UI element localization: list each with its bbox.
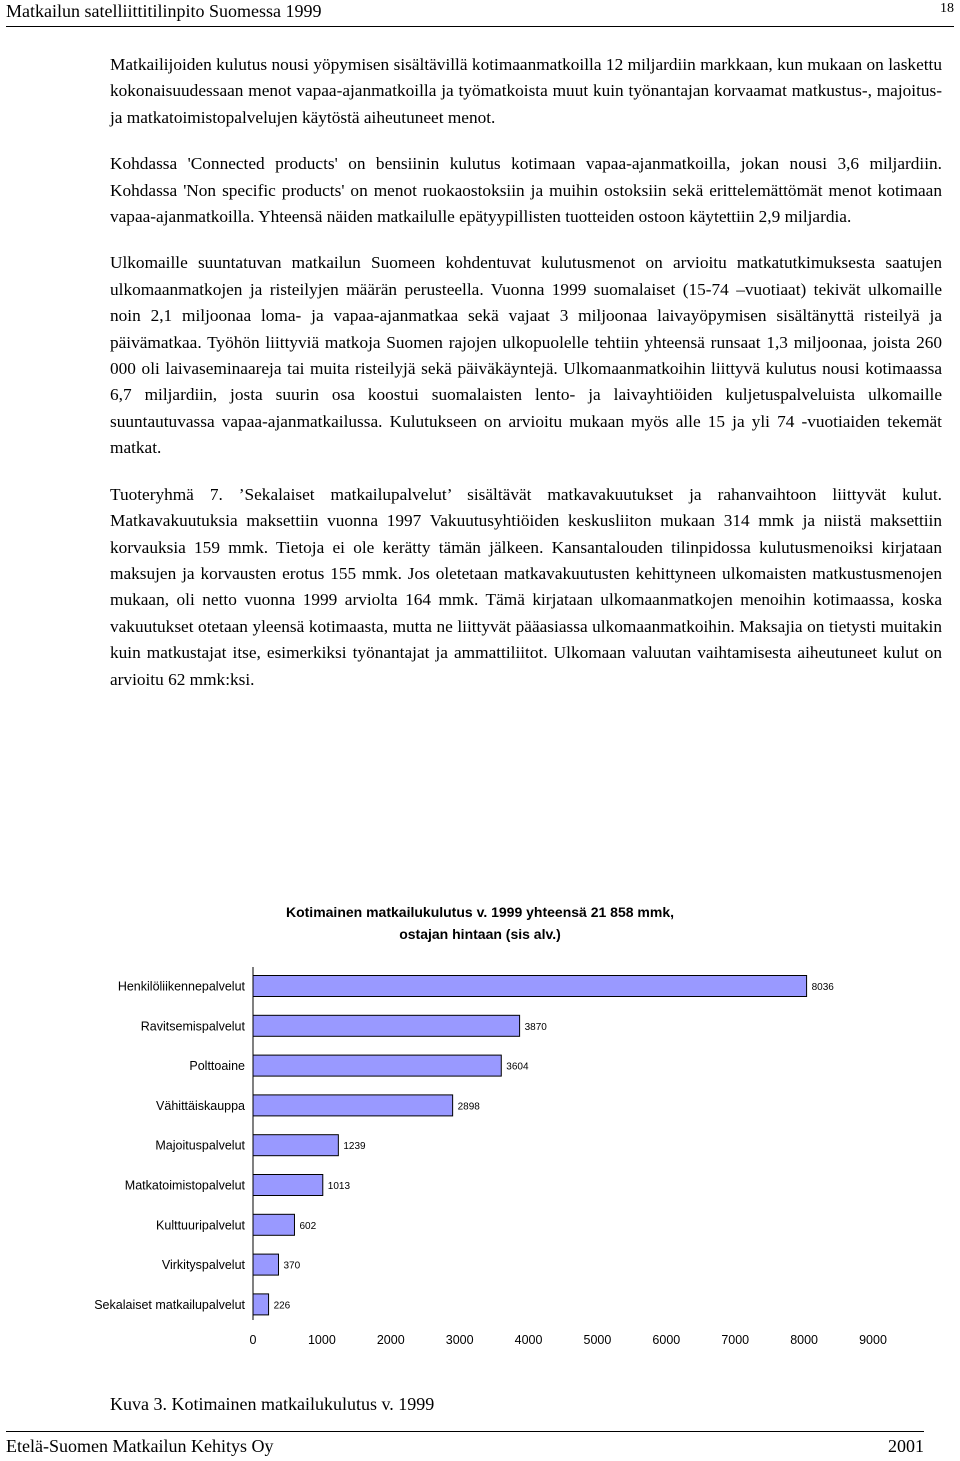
bar [253, 1214, 294, 1235]
paragraph: Matkailijoiden kulutus nousi yöpymisen sisältävillä kotimaanmatkoilla 12 miljardiin markkaan, kun mukaan on laskettu kokonaisuudessaan menot vapaa-ajanmatkoilla ja työmatkoista muut kuin työnantajan korvaamat matkustus-, majoitus- ja matkatoimistopalvelujen käytöstä aiheutuneet menot. [110, 55, 942, 127]
x-tick-label: 4000 [514, 1333, 543, 1347]
bar [253, 1135, 338, 1156]
category-label: Henkilöliikennepalvelut [117, 979, 245, 994]
page-number: 18 [940, 1, 954, 16]
paragraph: Ulkomaille suuntatuvan matkailun Suomeen kohdentuvat kulutusmenot on arvioitu matkatutkimuksesta saatujen ulkomaanmatkojen ja risteilyjen määrän perusteella. Vuonna 1999 suomalaiset (15-74 –vuotiaat) tekivät ulkomaille noin 2,1 miljoonaa loma- ja vapaa-ajanmatkaa sekä vajaat 3 miljoonaa laivayöpymisen sisältänyttä risteilyä ja päivämatkaa. Työhön liittyviä matkoja Suomen rajojen ulkopuolelle tehtiin yhteensä runsaat 1,3 miljoonaa, joista 260 000 oli laivaseminaareja tai muita risteilyjä sekä päiväkäyntejä. Ulkomaanmatkoihin liittyvä kulutus nousi kotimaassa 6,7 miljardiin, josta suurin osa koostui suomalaisten lento- ja laivayhtiöiden kuljetuspalveluista ulkomaille suuntautuvassa vapaa-ajanmatkailussa. Kulutukseen on arvioitu mukaan myös alle 15 ja yli 74 -vuotiaiden tekemät matkat. [110, 253, 942, 458]
x-tick-label: 3000 [445, 1333, 474, 1347]
bar [253, 1294, 269, 1315]
data-label: 602 [299, 1220, 317, 1232]
category-label: Polttoaine [189, 1059, 245, 1074]
bar-chart [0, 895, 960, 1365]
bar [253, 1175, 323, 1196]
category-label: Virkityspalvelut [161, 1258, 245, 1273]
bar [253, 976, 807, 997]
paragraph: Tuoteryhmä 7. ’Sekalaiset matkailupalvelut’ sisältävät matkavakuutukset ja rahanvaihtoon liittyvät kulut. Matkavakuutuksia maksettiin vuonna 1997 Vakuutusyhtiöiden keskusliiton mukaan 314 mmk ja niistä maksettiin korvauksia 159 mmk. Tietoja ei ole kerätty tämän jälkeen. Kansantalouden tilinpidossa kulutusmenoiksi kirjataan maksujen ja korvausten erotus 155 mmk. Jos oletetaan matkavakuutusten kehittyneen ulkomaisten matkustusmenojen mukaan, oli netto vuonna 1999 arviolta 164 mmk. Tämä kirjataan ulkomaanmatkojen menoihin kotimaassa, koska vakuutukset otetaan yleensä kotimaasta, mutta ne liittyvät pääasiassa ulkomaanmatkoihin. Maksajia on tietysti muitakin kuin matkustajat itse, esimerkiksi työnantajat ja ammattiliitot. Ulkomaan valuutan vaihtamisesta aiheutuneet kulut on arvioitu 62 mmk:ksi. [110, 484, 942, 689]
category-label: Majoituspalvelut [155, 1138, 245, 1153]
body-text [110, 52, 942, 713]
category-label: Ravitsemispalvelut [140, 1019, 245, 1034]
data-label: 3870 [524, 1021, 547, 1033]
page-header [6, 0, 954, 27]
bar [253, 1015, 520, 1036]
category-label: Sekalaiset matkailupalvelut [94, 1297, 245, 1312]
figure-caption: Kuva 3. Kotimainen matkailukulutus v. 1999 [110, 1394, 435, 1414]
bar [253, 1055, 501, 1076]
x-tick-label: 2000 [376, 1333, 405, 1347]
data-label: 1239 [343, 1141, 366, 1153]
bar [253, 1095, 453, 1116]
data-label: 8036 [811, 982, 834, 993]
data-label: 1013 [327, 1181, 351, 1192]
data-label: 370 [283, 1260, 301, 1272]
chart-title-line-1: Kotimainen matkailukulutus v. 1999 yhteensä 21 858 mmk, [285, 904, 674, 920]
chart-title-line-2: ostajan hintaan (sis alv.) [399, 926, 561, 942]
running-title: Matkailun satelliittitilinpito Suomessa 1999 [6, 1, 322, 21]
x-tick-label: 7000 [721, 1333, 750, 1347]
x-tick-label: 6000 [652, 1333, 681, 1347]
bar [253, 1254, 278, 1275]
x-tick-label: 8000 [790, 1333, 819, 1347]
x-tick-label: 9000 [859, 1333, 887, 1347]
x-tick-label: 5000 [583, 1333, 612, 1347]
x-tick-label: 1000 [307, 1333, 336, 1347]
category-label: Matkatoimistopalvelut [124, 1178, 245, 1193]
category-label: Kulttuuripalvelut [156, 1218, 245, 1233]
footer-year: 2001 [888, 1436, 924, 1456]
data-label: 226 [273, 1300, 291, 1312]
paragraph: Kohdassa 'Connected products' on bensiinin kulutus kotimaan vapaa-ajanmatkoilla, jokan nousi 3,6 miljardiin. Kohdassa 'Non specific products' on menot ruokaostoksiin ja muihin ostoksiin sekä erittelemättömät menot kotimaan vapaa-ajanmatkoilla. Yhteensä näiden matkailulle epätyypillisten tuotteiden ostoon käytettiin 2,9 miljardia. [110, 154, 942, 227]
category-label: Vähittäiskauppa [156, 1098, 245, 1113]
data-label: 3604 [506, 1061, 529, 1073]
data-label: 2898 [457, 1101, 480, 1113]
x-tick-label: 0 [249, 1333, 257, 1347]
footer-publisher: Etelä-Suomen Matkailun Kehitys Oy [6, 1436, 274, 1456]
page-footer [6, 1431, 924, 1458]
chart-plot [0, 895, 960, 1365]
